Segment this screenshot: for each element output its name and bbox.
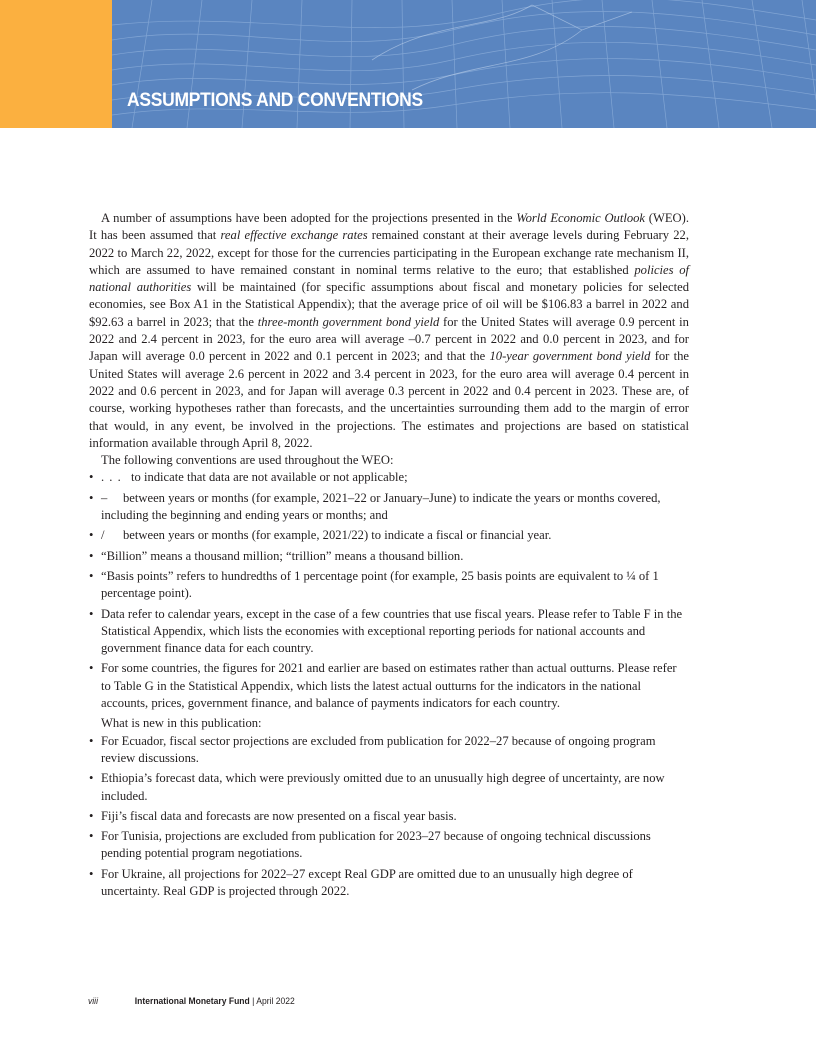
list-item [89, 866, 689, 901]
page-header [0, 0, 816, 128]
list-item [89, 490, 689, 525]
bullet-icon: • [89, 568, 94, 583]
list-item [89, 527, 689, 544]
convention-text: “Basis points” refers to hundredths of 1 percentage point (for example, 25 basis points are equivalent to ¼ of 1 percentage point). [101, 568, 659, 601]
list-item [89, 828, 689, 863]
bullet-icon: • [89, 548, 94, 563]
list-item [89, 808, 689, 825]
convention-text: between years or months (for example, 2021–22 or January–June) to indicate the years or months covered, including the beginning and ending years or months; and [101, 490, 661, 523]
intro-text-f: for the United States will average 2.6 percent in 2022 and 3.4 percent in 2023, for the euro area will average 0.4 percent in 2022 and 0.6 percent in 2023, and for Japan will average 0.3 percent in 2022 and 0.4 percent in 2023. These are, of course, working hypotheses rather than forecasts, and the uncertainties surrounding them add to the margin of error that would, in any event, be involved in the projections. The estimates and projections are based on statistical information available through April 8, 2022. [89, 349, 689, 450]
whats-new-text: For Tunisia, projections are excluded from publication for 2023–27 because of ongoing technical discussions pending potential program negotiations. [101, 829, 651, 861]
conventions-list [89, 469, 689, 712]
intro-text-e: for the United States will average 0.9 percent in 2022 and 2.4 percent in 2023, for the euro area will average –0.7 percent in 2022 and 0.0 percent in 2023, and for Japan will average 0.0 percent in 2022 and 0.1 percent in 2023; and that the [89, 314, 689, 364]
convention-symbol: – [101, 490, 108, 505]
intro-em-ten-year: 10-year government bond yield [489, 349, 651, 364]
page-number: viii [88, 996, 98, 1007]
whats-new-text: For Ecuador, fiscal sector projections are excluded from publication for 2022–27 because of ongoing program review discussions. [101, 733, 656, 765]
list-item [89, 548, 689, 565]
main-body [89, 210, 689, 903]
list-item [89, 469, 689, 486]
list-item [89, 770, 689, 805]
convention-text: between years or months (for example, 2021/22) to indicate a fiscal or financial year. [123, 528, 552, 543]
intro-text-c: remained constant at their average levels during February 22, 2022 to March 22, 2022, except for those for the currencies participating in the European exchange rate mechanism II, which are assumed to have remained constant in nominal terms relative to the euro; that established [89, 228, 689, 277]
bullet-icon: • [89, 606, 94, 621]
whats-new-lead: What is new in this publication: [101, 716, 262, 731]
convention-text: For some countries, the figures for 2021 and earlier are based on estimates rather than actual outturns. Please refer to Table G in the Statistical Appendix, which lists the latest actual outturns for the indicators in the national accounts, prices, government finance, and balance of payments indicators for each country. [101, 661, 677, 711]
whats-new-list [89, 733, 689, 901]
convention-text: Data refer to calendar years, except in the case of a few countries that use fiscal years. Please refer to Table F in the Statistical Appendix, which lists the economies with exceptional reporting periods for national accounts and government finance data for each country. [101, 606, 683, 656]
list-item [89, 660, 689, 712]
whats-new-text: For Ukraine, all projections for 2022–27 except Real GDP are omitted due to an unusually high degree of uncertainty. Real GDP is projected through 2022. [101, 866, 633, 898]
bullet-icon: • [89, 733, 94, 748]
intro-em-three-month: three-month government bond yield [257, 314, 440, 329]
bullet-icon: • [89, 470, 94, 485]
bullet-icon: • [89, 829, 94, 844]
intro-text-d: will be maintained (for specific assumptions about fiscal and monetary policies for selected economies, see Box A1 in the Statistical Appendix); that the average price of oil will be $106.83 a barrel in 2022 and $92.63 a barrel in 2023; that the [89, 280, 689, 329]
intro-text-a: A number of assumptions have been adopted for the projections presented in the [101, 211, 517, 225]
footer-org: International Monetary Fund [134, 996, 250, 1007]
intro-paragraph [89, 210, 689, 452]
intro-em-policies: policies of national authorities [89, 262, 689, 295]
bullet-icon: • [89, 528, 94, 543]
intro-em-weo: World Economic Outlook [516, 211, 646, 225]
convention-text: “Billion” means a thousand million; “trillion” means a thousand billion. [101, 548, 464, 563]
list-item [89, 568, 689, 603]
whats-new-text: Ethiopia’s forecast data, which were previously omitted due to an unusually high degree of uncertainty, are now included. [101, 771, 665, 803]
bullet-icon: • [89, 866, 94, 881]
page-title: ASSUMPTIONS AND CONVENTIONS [127, 90, 423, 111]
list-item [89, 606, 689, 658]
convention-symbol: . . . [101, 470, 122, 485]
bullet-icon: • [89, 808, 94, 823]
footer-separator: | [249, 996, 257, 1007]
convention-symbol: / [101, 528, 105, 543]
intro-text-b: (WEO). It has been assumed that [89, 211, 689, 243]
whats-new-text: Fiji’s fiscal data and forecasts are now presented on a fiscal year basis. [101, 808, 457, 823]
intro-em-exchange-rates: real effective exchange rates [220, 228, 368, 243]
header-orange-block [0, 0, 112, 128]
footer-date: April 2022 [256, 996, 295, 1007]
conventions-lead: The following conventions are used throughout the WEO: [101, 453, 394, 468]
list-item [89, 733, 689, 768]
bullet-icon: • [89, 661, 94, 676]
bullet-icon: • [89, 490, 94, 505]
bullet-icon: • [89, 771, 94, 786]
convention-text: to indicate that data are not available or not applicable; [131, 470, 408, 485]
page-footer [88, 996, 295, 1007]
